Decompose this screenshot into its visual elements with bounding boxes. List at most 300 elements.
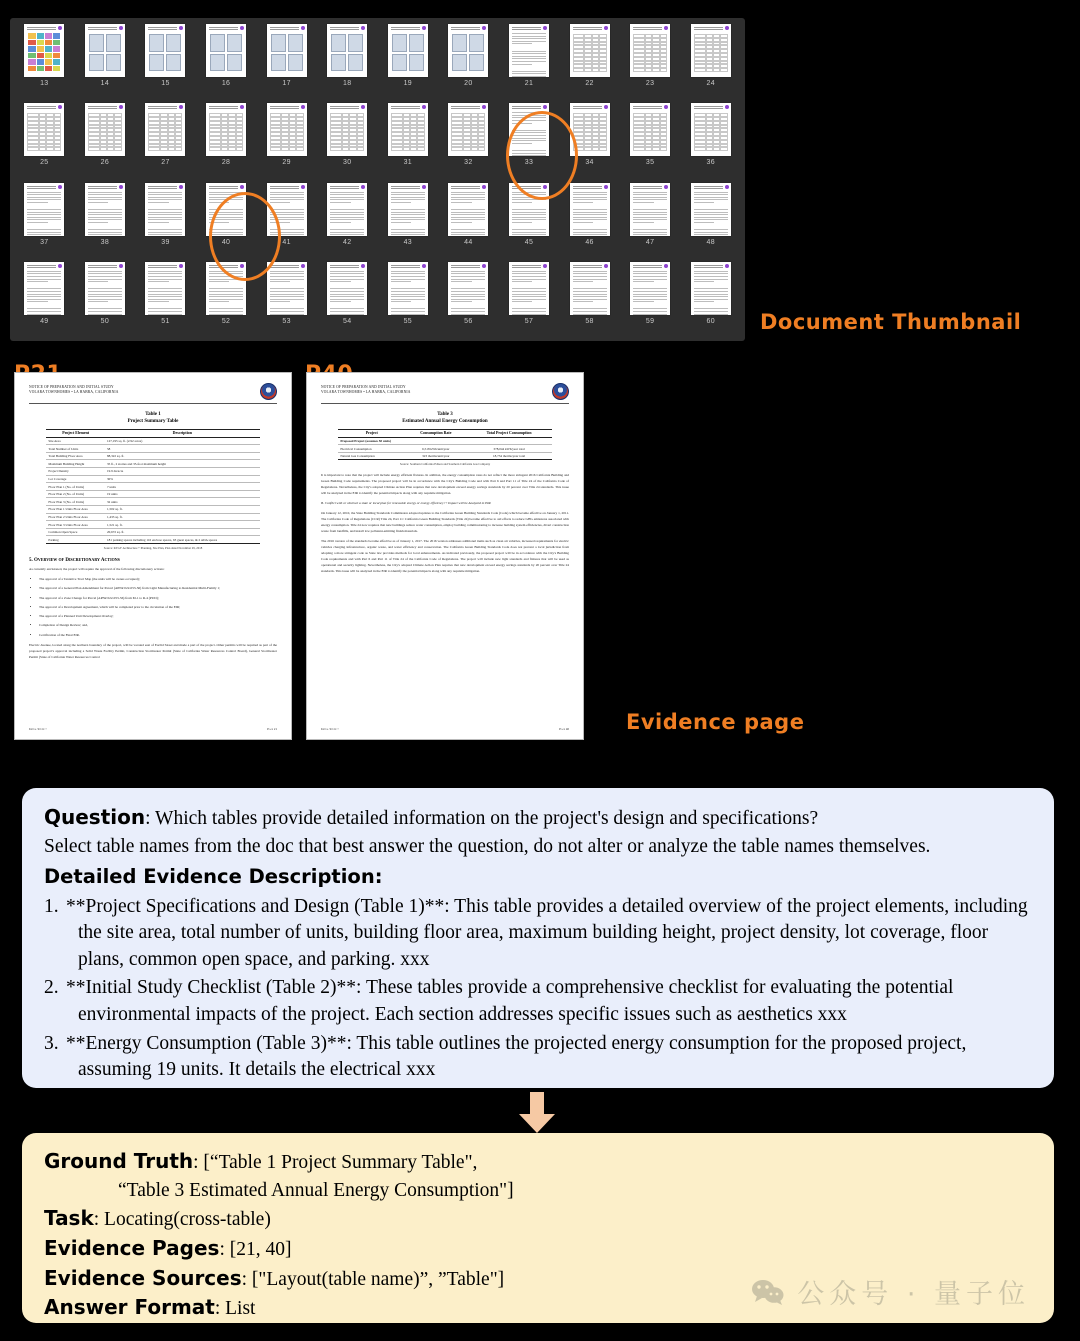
thumbnail-seal-icon — [725, 185, 729, 189]
thumbnail-cell-page-40[interactable] — [196, 181, 257, 260]
thumbnail-page-number: 19 — [403, 80, 412, 87]
list-item: • Certification of the Final EIR. — [39, 633, 277, 639]
table-row — [46, 460, 259, 468]
thumbnail-cell-page-50[interactable] — [75, 260, 136, 339]
document-thumbnail-panel[interactable] — [10, 18, 745, 341]
thumbnail-cell-page-54[interactable] — [317, 260, 378, 339]
thumbnail-page-number: 58 — [585, 317, 594, 325]
thumbnail-seal-icon — [482, 185, 486, 189]
thumbnail-page-image — [145, 103, 185, 156]
thumbnail-page-number: 54 — [343, 317, 352, 325]
table-cell: Natural Gas Consumption — [338, 452, 405, 460]
thumbnail-page-number: 47 — [645, 238, 655, 246]
page-header — [29, 385, 277, 404]
thumbnail-seal-icon — [58, 105, 62, 109]
thumbnail-cell-page-18[interactable] — [317, 22, 378, 101]
thumbnail-page-image — [24, 103, 64, 156]
thumbnail-page-image — [388, 103, 428, 156]
thumbnail-seal-icon — [301, 185, 305, 189]
thumbnail-page-image — [145, 262, 185, 315]
thumbnail-seal-icon — [482, 105, 486, 109]
thumbnail-page-number: 45 — [524, 238, 534, 246]
table-cell: Floor Plan 2 Units Floor Area — [46, 513, 105, 521]
thumbnail-seal-icon — [664, 264, 668, 268]
thumbnail-page-image — [24, 262, 64, 315]
thumbnail-page-image — [206, 103, 246, 156]
table-cell: 58 — [105, 445, 260, 453]
table-column-header: Total Project Consumption — [466, 429, 551, 437]
table-number: Table 3 — [437, 412, 453, 417]
table-cell: 1,502 sq. ft. — [105, 506, 260, 514]
thumbnail-page-image — [630, 262, 670, 315]
thumbnail-seal-icon — [482, 26, 486, 30]
header-line-1: NOTICE OF PREPARATION AND INITIAL STUDY — [321, 385, 406, 389]
table-title-block — [321, 411, 569, 426]
thumbnail-page-number: 50 — [100, 317, 110, 325]
thumbnail-cell-page-42[interactable] — [317, 181, 378, 260]
table-cell: Electrical Consumption — [338, 445, 405, 453]
thumbnail-page-image — [24, 183, 64, 236]
table-name: Estimated Annual Energy Consumption — [402, 419, 488, 425]
thumbnail-cell-page-47[interactable] — [620, 181, 681, 260]
evidence-pages-label: Evidence Pages — [44, 1236, 220, 1261]
page-header — [321, 385, 569, 404]
thumbnail-page-image — [267, 103, 307, 156]
thumbnail-seal-icon — [179, 105, 183, 109]
table-cell: Maximum Building Height — [46, 460, 105, 468]
thumbnail-cell-page-35[interactable] — [620, 101, 681, 180]
thumbnail-cell-page-57[interactable] — [499, 260, 560, 339]
table-title-block — [29, 411, 277, 426]
watermark — [751, 1272, 1030, 1311]
thumbnail-cell-page-31[interactable] — [377, 101, 438, 180]
table-row — [46, 475, 259, 483]
thumbnail-seal-icon — [58, 185, 62, 189]
thumbnail-page-number: 39 — [161, 238, 170, 246]
table-cell: 1,433 sq. ft. — [105, 513, 260, 521]
thumbnail-seal-icon — [301, 105, 305, 109]
table-cell: Floor Plan 3 Units Floor Area — [46, 521, 105, 529]
thumbnail-cell-page-43[interactable] — [377, 181, 438, 260]
thumbnail-seal-icon — [604, 26, 608, 30]
header-line-2: VOLARA TOWNHOMES • LA HABRA, CALIFORNIA — [29, 390, 119, 395]
thumbnail-page-image — [206, 183, 246, 236]
footer-left: Initial Study • — [29, 727, 47, 731]
thumbnail-seal-icon — [604, 105, 608, 109]
thumbnail-cell-page-30[interactable] — [317, 101, 378, 180]
evidence-ellipsis: … — [44, 1087, 66, 1109]
city-seal-icon — [260, 383, 277, 400]
list-item: • The approval of a Development Agreement, which will be completed prior to the circulation of the EIR; — [39, 605, 277, 611]
thumbnail-page-number: 20 — [464, 80, 473, 87]
thumbnail-page-number: 30 — [343, 159, 352, 167]
thumbnail-page-number: 15 — [161, 80, 170, 87]
thumbnail-cell-page-60[interactable] — [680, 260, 741, 339]
thumbnail-cell-page-51[interactable] — [135, 260, 196, 339]
table-cell: 88,322 sq. ft. — [105, 452, 260, 460]
list-item: • The approval of a Tentative Tract Map (the units will be owner-occupied); — [39, 577, 277, 583]
task-line — [44, 1204, 1032, 1234]
watermark-text: 公众号 · 量子位 — [797, 1279, 1030, 1310]
thumbnail-seal-icon — [119, 105, 123, 109]
table-cell: 35 ft., 2 stories and 35-foot maximum height — [105, 460, 260, 468]
thumbnail-page-number: 40 — [221, 238, 231, 246]
thumbnail-seal-icon — [179, 26, 183, 30]
thumbnail-page-image — [509, 103, 549, 156]
thumbnail-page-image — [388, 183, 428, 236]
thumbnail-page-number: 27 — [161, 159, 170, 167]
thumbnail-page-image — [85, 262, 125, 315]
paragraph-3: The 2016 version of the standards became effective as of January 1, 2017. The 2016 version addresses additional items such as clean air vehicles, increased requirements for electric vehicles charging infrastructure, organic waste, and water efficiency and conservation. The California Green Building Standards Code does not prevent a local jurisdiction from adopting a more stringent code as State law provides methods for local enhancements. As indicated previously, the proposed project will be in accordance with the City's Building Code requirements and with Part 6 and Part 11 of Title 24 of the California Code of Regulations. The project will include new light standards and fixtures that will be used as operational and security lighting. Nevertheless, the City's adopted Climate Action Plan requires that new development exceed energy savings standards by 20 percent over Title 24 standards. This issue will be analyzed in the EIR to identify the potential impacts along with any requisite mitigation. — [321, 539, 569, 573]
table-cell: 181 parking spaces including 116 enclose spaces, 63 guest spaces, & 2 ADA spaces — [105, 536, 260, 544]
thumbnail-seal-icon — [422, 264, 426, 268]
thumbnail-page-number: 38 — [100, 238, 110, 246]
thumbnail-cell-page-48[interactable] — [680, 181, 741, 260]
thumbnail-cell-page-33[interactable] — [499, 101, 560, 180]
thumbnail-page-number: 52 — [221, 317, 231, 325]
section-heading: 5. Overview of Discretionary Actions — [29, 558, 120, 563]
thumbnail-page-number: 28 — [221, 159, 231, 167]
table-row — [46, 521, 259, 529]
evidence-pages-line — [44, 1234, 1032, 1264]
evidence-page-21[interactable] — [14, 372, 292, 740]
thumbnail-seal-icon — [543, 185, 547, 189]
thumbnail-cell-page-23[interactable] — [620, 22, 681, 101]
thumbnail-seal-icon — [119, 26, 123, 30]
table-number: Table 1 — [145, 412, 161, 417]
thumbnail-seal-icon — [361, 105, 365, 109]
thumbnail-page-image — [267, 183, 307, 236]
table-row — [46, 452, 259, 460]
question-line — [44, 804, 1032, 832]
thumbnail-page-image — [327, 24, 367, 77]
section-intro: As currently envisioned, the project will require the approval of the following discretionary actions: — [29, 567, 165, 571]
thumbnail-page-image — [691, 24, 731, 77]
thumbnail-cell-page-45[interactable] — [499, 181, 560, 260]
thumbnail-page-image — [570, 103, 610, 156]
table-header-row — [338, 429, 551, 437]
thumbnail-page-image — [509, 183, 549, 236]
thumbnail-page-number: 34 — [585, 159, 594, 167]
thumbnail-page-number: 18 — [343, 80, 352, 87]
table-row — [46, 437, 259, 445]
thumbnail-seal-icon — [725, 105, 729, 109]
thumbnail-page-number: 13 — [40, 80, 49, 87]
thumbnail-cell-page-16[interactable] — [196, 22, 257, 101]
table-cell: 32 units — [105, 498, 260, 506]
list-item: • The approval of a Zone Change for Parcel (APN# 022-053-56) from M-1 to R-4 (PUD); — [39, 596, 277, 602]
list-item-text: **Project Specifications and Design (Table 1)**: This table provides a detailed overview of the project elements, including the site area, total number of units, building floor area, maximum building height, project density, lot coverage, floor plans, common open space, and parking. xxx — [66, 895, 1028, 970]
table-header-row — [46, 429, 259, 437]
evidence-sources-value: : ["Layout(table name)”, ”Table"] — [241, 1268, 505, 1290]
thumbnail-seal-icon — [240, 264, 244, 268]
thumbnail-seal-icon — [422, 26, 426, 30]
question-label: Question — [44, 805, 146, 829]
table-source-note: Source: KTGY Architecture + Planning, Site Plan, Plan dated November 29, 2018 — [103, 546, 203, 550]
thumbnail-page-image — [388, 24, 428, 77]
thumbnail-page-number: 57 — [524, 317, 534, 325]
thumbnail-cell-page-32[interactable] — [438, 101, 499, 180]
list-item-text: **Initial Study Checklist (Table 2)**: These tables provide a comprehensive checklist for evaluating the potential environmental impacts of the project. Each section addresses specific issues such as aesthetics xxx — [66, 977, 954, 1025]
table-row — [46, 513, 259, 521]
thumbnail-cell-page-28[interactable] — [196, 101, 257, 180]
thumbnail-seal-icon — [543, 26, 547, 30]
thumbnail-page-image — [691, 183, 731, 236]
project-summary-table — [46, 429, 259, 545]
table-cell: Floor Plan 3 (No. of Units) — [46, 498, 105, 506]
thumbnail-cell-page-49[interactable] — [14, 260, 75, 339]
header-line-2: VOLARA TOWNHOMES • LA HABRA, CALIFORNIA — [321, 390, 411, 395]
ground-truth-label: Ground Truth — [44, 1149, 194, 1173]
thumbnail-cell-page-44[interactable] — [438, 181, 499, 260]
thumbnail-cell-page-17[interactable] — [256, 22, 317, 101]
thumbnail-seal-icon — [482, 264, 486, 268]
thumbnail-cell-page-22[interactable] — [559, 22, 620, 101]
thumbnail-page-number: 32 — [464, 159, 473, 167]
table-subheader-row — [338, 437, 551, 445]
thumbnail-seal-icon — [604, 185, 608, 189]
list-item: • The approval of a Planned Unit Development Overlay; — [39, 614, 277, 620]
thumbnail-page-image — [691, 262, 731, 315]
wechat-icon — [751, 1278, 785, 1306]
thumbnail-page-image — [630, 24, 670, 77]
table-row — [46, 490, 259, 498]
thumbnail-page-number: 41 — [282, 238, 291, 246]
thumbnail-cell-page-25[interactable] — [14, 101, 75, 180]
discretionary-actions-list — [39, 577, 277, 638]
thumbnail-page-image — [85, 24, 125, 77]
thumbnail-page-image — [448, 24, 488, 77]
question-text: : Which tables provide detailed information on the project's design and specifications? — [145, 808, 819, 829]
thumbnail-page-image — [630, 183, 670, 236]
thumbnail-cell-page-21[interactable] — [499, 22, 560, 101]
page-footer — [321, 727, 569, 731]
answer-format-value: : List — [214, 1298, 256, 1320]
thumbnail-seal-icon — [240, 105, 244, 109]
table-cell: 18,734 therms/year total — [466, 452, 551, 460]
table-cell: 30% — [105, 475, 260, 483]
thumbnail-page-number: 23 — [645, 80, 655, 87]
table-row — [46, 445, 259, 453]
thumbnail-cell-page-29[interactable] — [256, 101, 317, 180]
thumbnail-cell-page-41[interactable] — [256, 181, 317, 260]
answer-format-label: Answer Format — [44, 1295, 215, 1320]
thumbnail-page-number: 56 — [464, 317, 473, 325]
table-cell: Parking — [46, 536, 105, 544]
thumbnail-page-image — [570, 24, 610, 77]
thumbnail-page-image — [206, 24, 246, 77]
footer-right: Page 40 — [559, 727, 569, 731]
thumbnail-seal-icon — [179, 264, 183, 268]
thumbnail-page-number: 59 — [645, 317, 655, 325]
table-row — [338, 452, 551, 460]
thumbnail-page-number: 33 — [524, 159, 534, 167]
thumbnail-cell-page-26[interactable] — [75, 101, 136, 180]
table-row — [46, 528, 259, 536]
table-row — [46, 506, 259, 514]
thumbnail-page-image — [267, 262, 307, 315]
table-column-header: Description — [105, 429, 260, 437]
italic-question-item: B. Conflict with or obstruct a state or local plan for renewable energy or energy efficiency? • Impact will be Analyzed in EIR. — [321, 501, 492, 506]
evidence-page-40[interactable] — [306, 372, 584, 740]
thumbnail-cell-page-34[interactable] — [559, 101, 620, 180]
thumbnail-seal-icon — [179, 185, 183, 189]
thumbnail-page-image — [388, 262, 428, 315]
energy-consumption-table — [338, 429, 551, 461]
thumbnail-grid — [10, 18, 745, 341]
thumbnail-page-number: 29 — [282, 159, 291, 167]
thumbnail-seal-icon — [664, 26, 668, 30]
list-item — [44, 975, 1032, 1028]
thumbnail-page-image — [327, 262, 367, 315]
thumbnail-seal-icon — [301, 26, 305, 30]
thumbnail-page-number: 35 — [645, 159, 655, 167]
table-name: Project Summary Table — [127, 419, 179, 425]
table-cell: Project Density — [46, 468, 105, 476]
list-item-number: 3. — [44, 1032, 59, 1054]
thumbnail-cell-page-56[interactable] — [438, 260, 499, 339]
thumbnail-page-number: 37 — [40, 238, 49, 246]
thumbnail-cell-page-37[interactable] — [14, 181, 75, 260]
thumbnail-page-number: 26 — [100, 159, 110, 167]
thumbnail-page-number: 44 — [464, 238, 473, 246]
table-cell: Floor Plan 1 Units Floor Area — [46, 506, 105, 514]
thumbnail-page-image — [327, 103, 367, 156]
thumbnail-cell-page-53[interactable] — [256, 260, 317, 339]
thumbnail-page-number: 25 — [40, 159, 49, 167]
list-item-number: 2. — [44, 977, 59, 999]
thumbnail-cell-page-59[interactable] — [620, 260, 681, 339]
list-item: • Completion of Design Review; and, — [39, 623, 277, 629]
thumbnail-seal-icon — [119, 185, 123, 189]
table-cell: Floor Plan 2 (No. of Units) — [46, 490, 105, 498]
thumbnail-page-image — [85, 103, 125, 156]
thumbnail-cell-page-19[interactable] — [377, 22, 438, 101]
thumbnail-page-number: 24 — [706, 80, 715, 87]
evidence-description-label: Detailed Evidence Description: — [44, 864, 383, 888]
thumbnail-cell-page-13[interactable] — [14, 22, 75, 101]
evidence-description-list — [44, 894, 1032, 1084]
thumbnail-cell-page-15[interactable] — [135, 22, 196, 101]
thumbnail-seal-icon — [361, 264, 365, 268]
table-cell: 20,672 sq. ft. — [105, 528, 260, 536]
thumbnail-page-image — [206, 262, 246, 315]
thumbnail-page-image — [448, 103, 488, 156]
thumbnail-page-number: 53 — [282, 317, 291, 325]
footer-right: Page 21 — [267, 727, 277, 731]
thumbnail-seal-icon — [422, 105, 426, 109]
thumbnail-page-number: 31 — [403, 159, 412, 167]
thumbnail-page-number: 42 — [343, 238, 352, 246]
thumbnail-cell-page-24[interactable] — [680, 22, 741, 101]
thumbnail-seal-icon — [361, 185, 365, 189]
thumbnail-page-number: 22 — [585, 80, 594, 87]
table-source-note: Source: Southern California Edison and Southern California Gas Company — [399, 462, 491, 467]
thumbnail-cell-page-20[interactable] — [438, 22, 499, 101]
thumbnail-cell-page-14[interactable] — [75, 22, 136, 101]
thumbnail-page-number: 43 — [403, 238, 412, 246]
thumbnail-page-image — [145, 24, 185, 77]
thumbnail-page-image — [327, 183, 367, 236]
thumbnail-page-number: 16 — [221, 80, 231, 87]
thumbnail-seal-icon — [543, 264, 547, 268]
table-row — [338, 445, 551, 453]
header-text — [29, 385, 118, 396]
thumbnail-page-number: 46 — [585, 238, 594, 246]
table-row — [46, 483, 259, 491]
thumbnail-page-image — [448, 183, 488, 236]
thumbnail-seal-icon — [543, 105, 547, 109]
thumbnail-cell-page-58[interactable] — [559, 260, 620, 339]
table-column-header: Project Element — [46, 429, 105, 437]
table-cell: Total Number of Units — [46, 445, 105, 453]
thumbnail-page-image — [24, 24, 64, 77]
thumbnail-cell-page-38[interactable] — [75, 181, 136, 260]
table-cell: 127,195 sq. ft. (2.92 acres) — [105, 437, 260, 445]
ground-truth-value-2: “Table 3 Estimated Annual Energy Consumption"] — [118, 1179, 514, 1201]
table-cell: Site Area — [46, 437, 105, 445]
thumbnail-page-image — [630, 103, 670, 156]
list-item — [44, 894, 1032, 974]
table-cell: Proposed Project (assumes 58 units) — [338, 437, 551, 445]
thumbnail-page-number: 51 — [161, 317, 170, 325]
table-cell: 19 units — [105, 490, 260, 498]
question-panel — [22, 788, 1054, 1109]
label-document-thumbnail: Document Thumbnail — [760, 310, 1022, 334]
thumbnail-page-image — [570, 183, 610, 236]
list-item-text: **Energy Consumption (Table 3)**: This table outlines the projected energy consumption for the proposed project, assuming 19 units. It details the electrical xxx — [66, 1032, 967, 1081]
evidence-sources-label: Evidence Sources — [44, 1265, 242, 1290]
thumbnail-page-image — [448, 262, 488, 315]
thumbnail-seal-icon — [119, 264, 123, 268]
table-cell: Floor Plan 1 (No. of Units) — [46, 483, 105, 491]
paragraph-2: On January 12, 2010, the State Building Standards Commission adopted updates to the California Green Building Standards Code (Code) which became effective on January 1, 2011. The California Code of Regulations (CCR) Title 24, Part 11: California Green Building Standards (Title 24) became effective to aid efforts to reduce GHG emissions associated with energy consumption. Title 24 now requires that new buildings reduce water consumption, employ building commissioning to increase building system efficiencies, divert construction waste from landfills, and install low pollutant-emitting finish materials. — [321, 511, 569, 534]
thumbnail-seal-icon — [301, 264, 305, 268]
closing-paragraph: Electric Avenue, located along the northern boundary of the project, will be vacated east of Euclid Street and made a part of the project. Other permits will be required as part of the proposed project's approval including a Solid Waste Facility Permit, Construction Stormwater Permit (State of California Water Resources Control Board), General Stormwater Permit (State of California Water Resources Control — [29, 643, 277, 660]
thumbnail-cell-page-52[interactable] — [196, 260, 257, 339]
thumbnail-cell-page-39[interactable] — [135, 181, 196, 260]
table-cell: Lot Coverage — [46, 475, 105, 483]
table-cell: 7 units — [105, 483, 260, 491]
table-column-header: Consumption Rate — [405, 429, 466, 437]
thumbnail-cell-page-55[interactable] — [377, 260, 438, 339]
table-cell: Total Building Floor Area — [46, 452, 105, 460]
task-value: : Locating(cross-table) — [93, 1209, 271, 1231]
footer-left: Initial Study • — [321, 727, 339, 731]
table-row — [46, 468, 259, 476]
thumbnail-page-number: 48 — [706, 238, 715, 246]
thumbnail-cell-page-46[interactable] — [559, 181, 620, 260]
thumbnail-seal-icon — [240, 185, 244, 189]
thumbnail-seal-icon — [664, 105, 668, 109]
header-line-1: NOTICE OF PREPARATION AND INITIAL STUDY — [29, 385, 114, 389]
table-cell: 323 therms/unit/year — [405, 452, 466, 460]
table-row — [46, 498, 259, 506]
thumbnail-cell-page-27[interactable] — [135, 101, 196, 180]
thumbnail-page-number: 14 — [100, 80, 110, 87]
table-row — [46, 536, 259, 544]
ground-truth-panel — [22, 1133, 1054, 1323]
list-item: • The approval of a General Plan Amendment for Parcel (APN# 022-053-56) from Light Manufacturing to Residential Multi-Family 1; — [39, 586, 277, 592]
table-cell: 378,044 kWh/year total — [466, 445, 551, 453]
task-label: Task — [44, 1206, 94, 1231]
table-column-header: Project — [338, 429, 405, 437]
thumbnail-cell-page-36[interactable] — [680, 101, 741, 180]
table-cell: 6,518 kWh/unit/year — [405, 445, 466, 453]
label-evidence-page: Evidence page — [626, 710, 805, 734]
down-arrow-icon — [518, 1092, 556, 1134]
thumbnail-page-image — [570, 262, 610, 315]
